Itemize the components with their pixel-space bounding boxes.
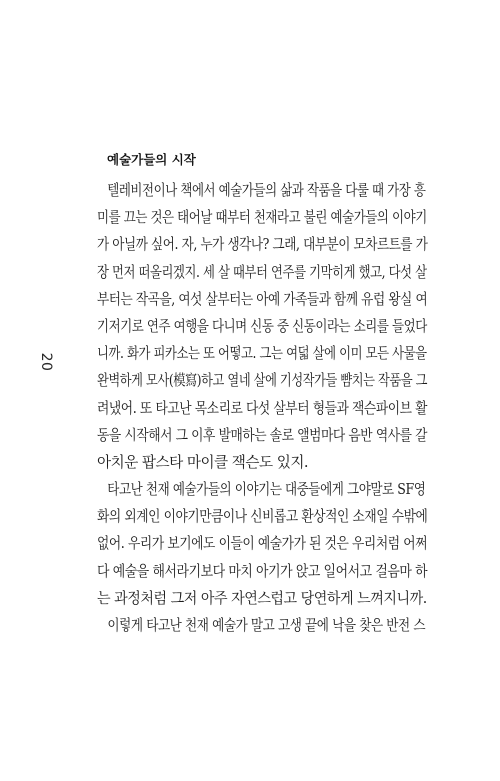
text-line: 부터는 작곡을, 여섯 살부터는 아예 가족들과 함께 유럽 왕실 여	[97, 290, 428, 308]
text-line: 장 먼저 떠올리겠지. 세 살 때부터 연주를 기막히게 했고, 다섯 살	[97, 263, 427, 281]
text-line: 이렇게 타고난 천재 예술가 말고 고생 끝에 낙을 찾은 반전 스	[107, 617, 426, 634]
text-line: 없어. 우리가 보기에도 이들이 예술가가 된 것은 우리처럼 어쩌	[97, 535, 428, 553]
section-title: 예술가들의 시작	[107, 152, 196, 167]
body-text	[97, 177, 427, 639]
text-line: 니까. 화가 피카소는 또 어떻고. 그는 여덟 살에 이미 모든 사물을	[97, 345, 427, 363]
text-line: 는 과정처럼 그저 아주 자연스럽고 당연하게 느껴지니까.	[97, 589, 427, 607]
text-line: 다 예술을 해서라기보다 마치 아기가 앉고 일어서고 걸음마 하	[97, 562, 428, 580]
text-line: 아치운 팝스타 마이클 잭슨도 있지.	[97, 453, 309, 471]
text-line: 려냈어. 또 타고난 목소리로 다섯 살부터 형들과 잭슨파이브 활	[97, 399, 428, 417]
text-line: 기저기로 연주 여행을 다니며 신동 중 신동이라는 소리를 들었다	[97, 317, 427, 335]
text-line: 동을 시작해서 그 이후 발매하는 솔로 앨범마다 음반 역사를 갈	[97, 426, 428, 444]
text-line: 화의 외계인 이야기만큼이나 신비롭고 환상적인 소재일 수밖에	[97, 508, 428, 526]
text-line: 미를 끄는 것은 태어날 때부터 천재라고 불린 예술가들의 이야기	[97, 209, 427, 227]
text-line: 가 아닐까 싶어. 자, 누가 생각나? 그래, 대부분이 모차르트를 가	[97, 236, 428, 254]
text-line: 타고난 천재 예술가들의 이야기는 대중들에게 그야말로 SF영	[107, 481, 426, 499]
text-line: 완벽하게 모사(模寫)하고 열네 살에 기성작가들 뺨치는 작품을 그	[97, 372, 428, 390]
page-number: 20	[38, 352, 54, 372]
text-line: 텔레비전이나 책에서 예술가들의 삶과 작품을 다룰 때 가장 흥	[107, 182, 426, 199]
